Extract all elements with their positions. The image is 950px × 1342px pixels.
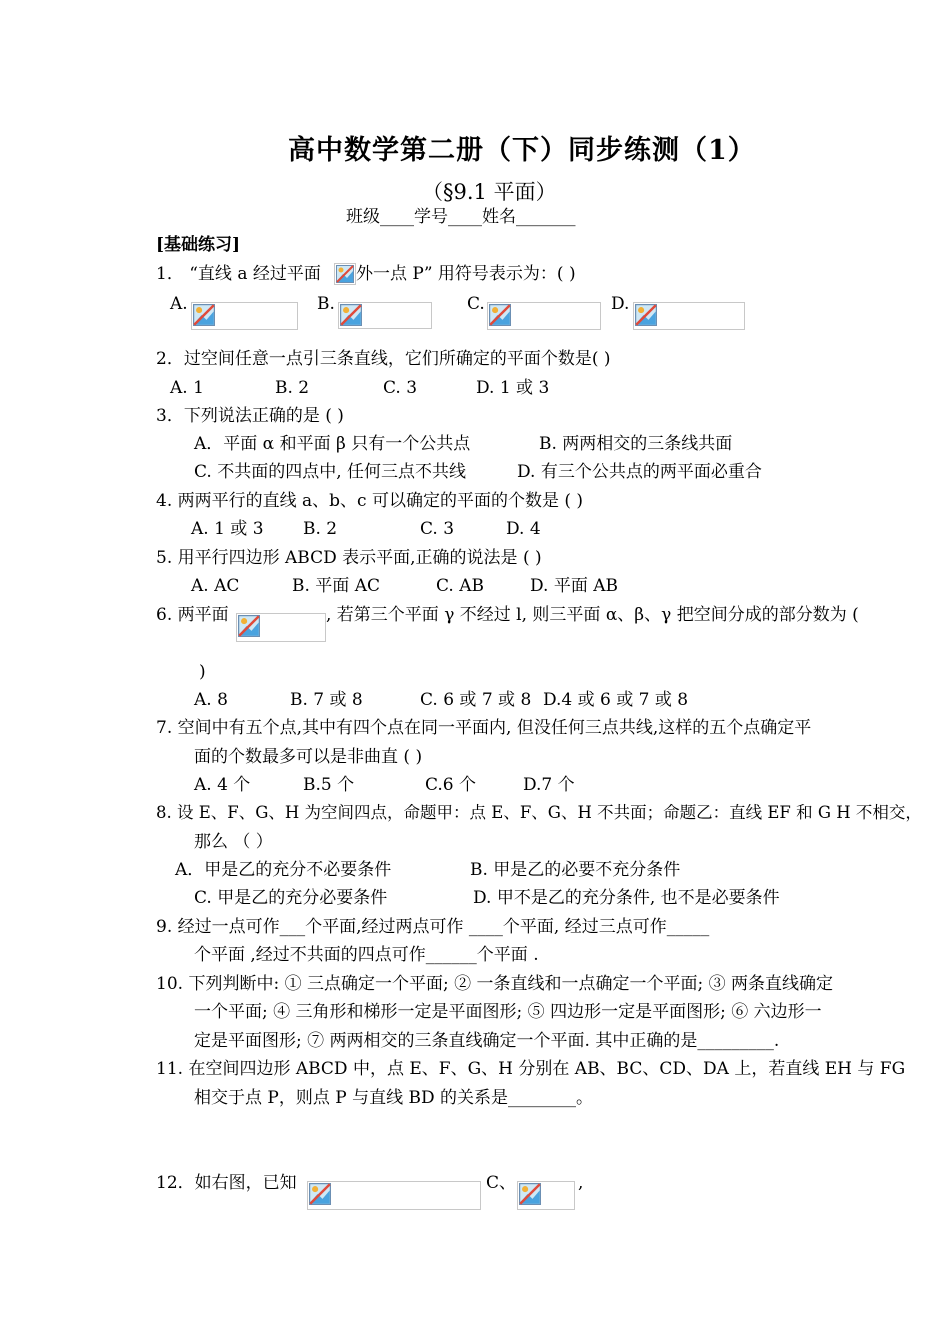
q7-option-d: D.7 个 [523, 775, 575, 795]
q7-option-c: C.6 个 [425, 775, 477, 795]
q3-option-d: D. 有三个公共点的两平面必重合 [517, 462, 762, 482]
q3-option-c: C. 不共面的四点中, 任何三点不共线 [194, 462, 467, 482]
q1-stem-part2: 外一点 P” 用符号表示为：( ) [356, 264, 576, 284]
q9-line1: 9. 经过一点可作___个平面,经过两点可作 ____个平面, 经过三点可作_____ [156, 917, 710, 937]
q7-line1: 7. 空间中有五个点,其中有四个点在同一平面内, 但没任何三点共线,这样的五个点确定平 [156, 718, 812, 738]
q2-option-a: A. 1 [170, 378, 204, 398]
q3-option-b: B. 两两相交的三条线共面 [539, 434, 733, 454]
q1-option-b-image [338, 302, 432, 329]
broken-image-icon [238, 615, 260, 637]
q8-line1: 8. 设 E、F、G、H 为空间四点，命题甲：点 E、F、G、H 不共面；命题乙：直线 EF 和 G H 不相交， [156, 803, 922, 822]
q8-option-d: D. 甲不是乙的充分条件, 也不是必要条件 [473, 888, 780, 908]
q7-option-a: A. 4 个 [194, 775, 251, 795]
q1-option-d-image [633, 302, 745, 330]
q3-option-a: A．平面 α 和平面 β 只有一个公共点 [194, 434, 471, 454]
broken-image-icon [519, 1183, 541, 1205]
q12-stem-part2: C、 [486, 1173, 517, 1193]
q9-line2: 个平面 ,经过不共面的四点可作______个平面 . [194, 945, 539, 965]
q3-stem: 3．下列说法正确的是 ( ) [156, 406, 344, 426]
q8-line2: 那么 （ ） [194, 832, 273, 852]
broken-image-icon [489, 304, 511, 326]
q5-option-b: B. 平面 AC [292, 576, 380, 596]
q6-stem-part2: , 若第三个平面 γ 不经过 l, 则三平面 α、β、γ 把空间分成的部分数为 ( [326, 605, 859, 625]
q1-option-a-image [191, 302, 298, 330]
q6-option-d: D.4 或 6 或 7 或 8 [543, 690, 689, 710]
q8-option-b: B. 甲是乙的必要不充分条件 [470, 860, 681, 880]
q1-option-c-image [487, 302, 601, 330]
q7-option-b: B.5 个 [303, 775, 355, 795]
q4-option-c: C. 3 [420, 519, 455, 539]
q12-stem-part1: 12．如右图，已知 [156, 1173, 297, 1193]
q1-inline-image [334, 263, 356, 285]
q6-close-paren: ) [199, 662, 206, 682]
q1-option-a: A. [170, 294, 188, 314]
q7-line2: 面的个数最多可以是非曲直 ( ) [194, 747, 423, 767]
broken-image-icon [340, 304, 362, 326]
q6-option-c: C. 6 或 7 或 8 [420, 690, 532, 710]
q10-line2: 一个平面; ④ 三角形和梯形一定是平面图形; ⑤ 四边形一定是平面图形; ⑥ 六边形一 [194, 1002, 822, 1022]
q6-option-a: A. 8 [194, 690, 228, 710]
q6-stem-part1: 6. 两平面 [156, 605, 229, 625]
q5-option-c: C. AB [436, 576, 484, 596]
q12-inline-image-2 [517, 1181, 575, 1210]
student-info-line: 班级____学号____姓名_______ [346, 207, 576, 227]
q4-option-d: D. 4 [506, 519, 541, 539]
q2-stem: 2．过空间任意一点引三条直线，它们所确定的平面个数是( ) [156, 349, 611, 369]
q10-line1: 10. 下列判断中: ① 三点确定一个平面; ② 一条直线和一点确定一个平面; ③ 两条直线确定 [156, 974, 834, 994]
q11-line1: 11. 在空间四边形 ABCD 中，点 E、F、G、H 分别在 AB、BC、CD、DA 上，若直线 EH 与 FG [156, 1059, 906, 1079]
q4-option-a: A. 1 或 3 [191, 519, 264, 539]
q5-option-d: D. 平面 AB [530, 576, 619, 596]
broken-image-icon [336, 265, 354, 283]
q4-option-b: B. 2 [303, 519, 338, 539]
q2-option-b: B. 2 [275, 378, 310, 398]
broken-image-icon [309, 1183, 331, 1205]
broken-image-icon [193, 304, 215, 326]
q11-line2: 相交于点 P，则点 P 与直线 BD 的关系是________。 [194, 1088, 594, 1108]
q2-option-d: D. 1 或 3 [476, 378, 550, 398]
q10-line3: 定是平面图形; ⑦ 两两相交的三条直线确定一个平面. 其中正确的是_________. [194, 1031, 780, 1051]
q1-option-d: D. [611, 294, 630, 314]
q2-option-c: C. 3 [383, 378, 418, 398]
q5-stem: 5. 用平行四边形 ABCD 表示平面,正确的说法是 ( ) [156, 548, 542, 568]
q8-option-c: C. 甲是乙的充分必要条件 [194, 888, 388, 908]
q1-stem-part1: 1． “直线 a 经过平面 [156, 264, 321, 284]
q8-option-a: A．甲是乙的充分不必要条件 [175, 860, 392, 880]
q12-inline-image-1 [307, 1181, 481, 1210]
q6-inline-image [236, 613, 326, 642]
broken-image-icon [635, 304, 657, 326]
page-subtitle: （§9.1 平面） [422, 180, 557, 204]
q1-option-b: B. [317, 294, 335, 314]
q12-stem-part3: , [578, 1173, 584, 1193]
page-title: 高中数学第二册（下）同步练测（1） [288, 135, 756, 166]
section-heading: [基础练习] [156, 235, 241, 255]
q5-option-a: A. AC [191, 576, 240, 596]
q1-option-c: C. [467, 294, 485, 314]
q6-option-b: B. 7 或 8 [290, 690, 363, 710]
q4-stem: 4. 两两平行的直线 a、b、c 可以确定的平面的个数是 ( ) [156, 491, 584, 511]
